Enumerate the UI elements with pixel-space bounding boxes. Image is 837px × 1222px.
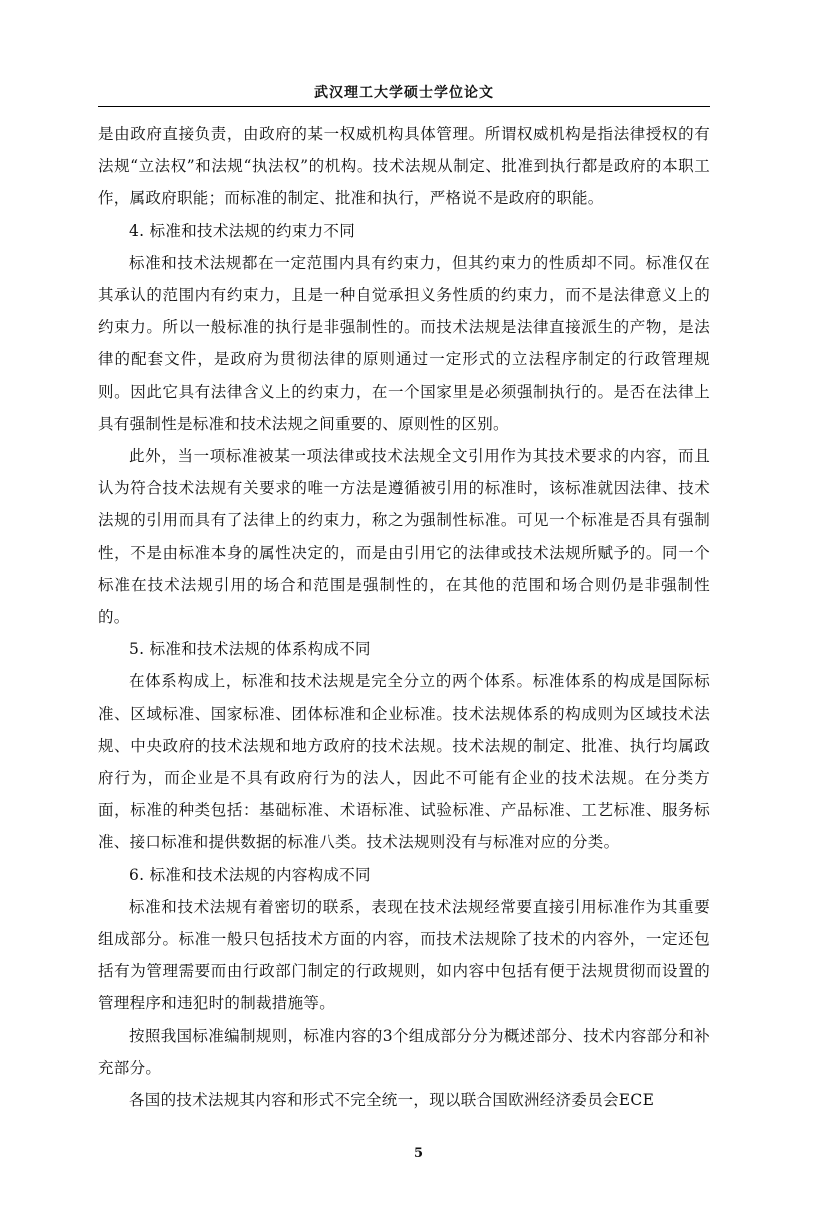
- section-heading-4: 4. 标准和技术法规的约束力不同: [129, 221, 356, 240]
- paragraph: 标准和技术法规都在一定范围内具有约束力，但其约束力的性质却不同。标准仅在其承认的范围内有约束力，且是一种自觉承担义务性质的约束力，而不是法律意义上的约束力。所以一般标准的执行是非强制性的。而技术法规是法律直接派生的产物，是法律的配套文件，是政府为贯彻法律的原则通过一定形式的立法程序制定的行政管理规则。因此它具有法律含义上的约束力，在一个国家里是必须强制执行的。是否在法律上具有强制性是标准和技术法规之间重要的、原则性的区别。: [98, 253, 710, 433]
- paragraph: 按照我国标准编制规则，标准内容的3个组成部分分为概述部分、技术内容部分和补充部分。: [98, 1026, 710, 1077]
- section-heading-6: 6. 标准和技术法规的内容构成不同: [129, 865, 371, 884]
- paragraph: 在体系构成上，标准和技术法规是完全分立的两个体系。标准体系的构成是国际标准、区域标准、国家标准、团体标准和企业标准。技术法规体系的构成则为区域技术法规、中央政府的技术法规和地方政府的技术法规。技术法规的制定、批准、执行均属政府行为，而企业是不具有政府行为的法人，因此不可能有企业的技术法规。在分类方面，标准的种类包括：基础标准、术语标准、试验标准、产品标准、工艺标准、服务标准、接口标准和提供数据的标准八类。技术法规则没有与标准对应的分类。: [98, 672, 710, 852]
- paragraph: 标准和技术法规有着密切的联系，表现在技术法规经常要直接引用标准作为其重要组成部分。标准一般只包括技术方面的内容，而技术法规除了技术的内容外，一定还包括有为管理需要而由行政部门制定的行政规则，如内容中包括有便于法规贯彻而设置的管理程序和违犯时的制裁措施等。: [98, 897, 710, 1013]
- paragraph: 此外，当一项标准被某一项法律或技术法规全文引用作为其技术要求的内容，而且认为符合技术法规有关要求的唯一方法是遵循被引用的标准时，该标准就因法律、技术法规的引用而具有了法律上的约束力，称之为强制性标准。可见一个标准是否具有强制性，不是由标准本身的属性决定的，而是由引用它的法律或技术法规所赋予的。同一个标准在技术法规引用的场合和范围是强制性的，在其他的范围和场合则仍是非强制性的。: [98, 447, 710, 627]
- section-heading-5: 5. 标准和技术法规的体系构成不同: [129, 640, 371, 659]
- paragraph-continuation: 是由政府直接负责，由政府的某一权威机构具体管理。所谓权威机构是指法律授权的有法规“立法权”和法规“执法权”的机构。技术法规从制定、批准到执行都是政府的本职工作，属政府职能；而标准的制定、批准和执行，严格说不是政府的职能。: [98, 125, 710, 208]
- page-number: 5: [413, 1146, 424, 1161]
- body-text: [98, 118, 710, 1116]
- paragraph: 各国的技术法规其内容和形式不完全统一，现以联合国欧洲经济委员会ECE: [129, 1091, 655, 1110]
- running-header: 武汉理工大学硕士学位论文: [98, 82, 710, 107]
